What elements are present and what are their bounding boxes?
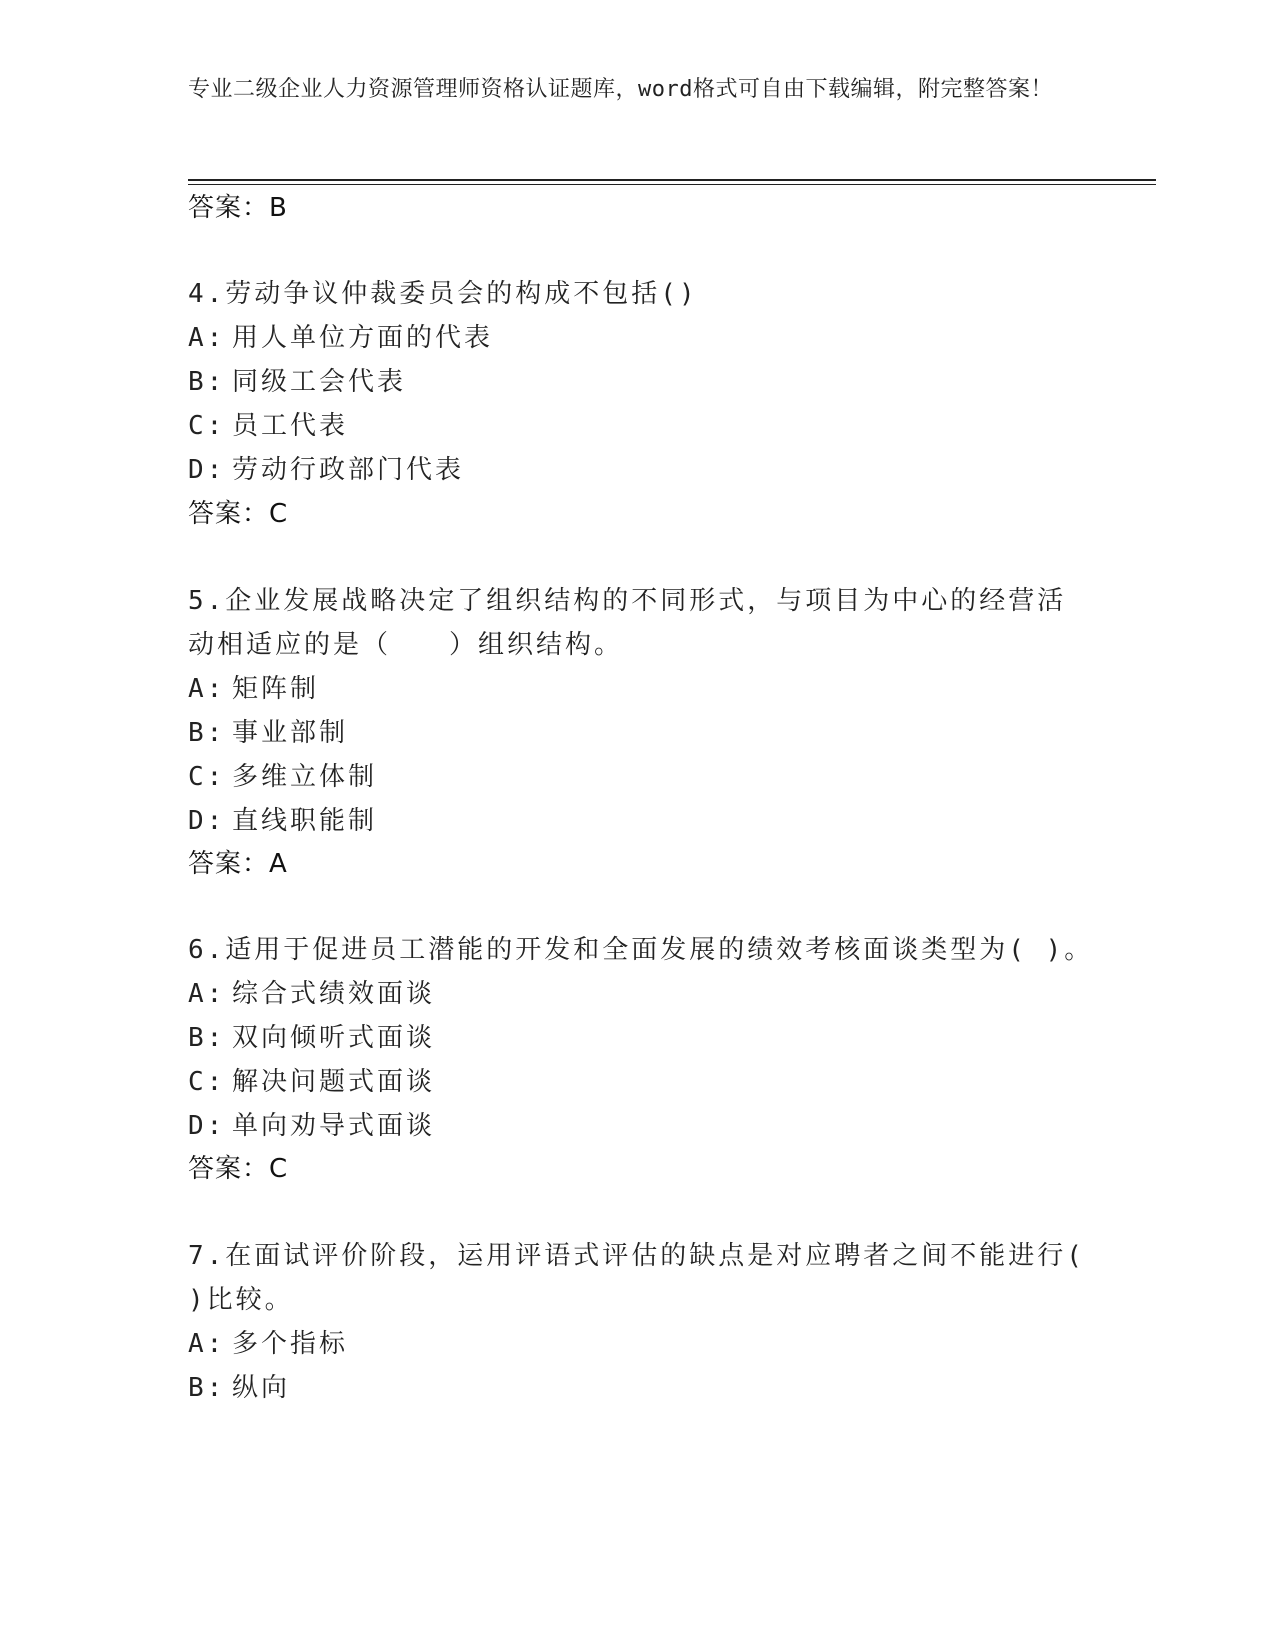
option-key: B: [188, 1023, 226, 1053]
question-4-stem: 4.劳动争议仲裁委员会的构成不包括() [188, 279, 698, 309]
option-key: A: [188, 323, 226, 353]
option-text: 纵向 [232, 1373, 291, 1403]
question-5-option-d [188, 803, 377, 839]
question-5-option-b [188, 715, 348, 751]
option-key: A: [188, 674, 226, 704]
question-6-option-b [188, 1020, 435, 1056]
answer-q4: 答案：C [188, 499, 289, 529]
option-key: B: [188, 367, 226, 397]
option-key: C: [188, 1067, 226, 1097]
question-4-option-b [188, 364, 406, 400]
question-7-option-a [188, 1326, 348, 1362]
option-key: D: [188, 455, 226, 485]
question-6-option-d [188, 1108, 435, 1144]
question-4-option-c [188, 408, 348, 444]
option-text: 单向劝导式面谈 [232, 1111, 436, 1141]
header-divider-thin [188, 184, 1156, 185]
option-text: 事业部制 [232, 718, 349, 748]
question-5-stem-line1: 5.企业发展战略决定了组织结构的不同形式，与项目为中心的经营活 [188, 586, 1067, 616]
question-7-option-b [188, 1370, 290, 1406]
header-divider-thick [188, 179, 1156, 181]
question-5-stem-line2: 动相适应的是（ ）组织结构。 [188, 630, 624, 660]
question-4-option-d [188, 452, 464, 488]
option-key: D: [188, 1111, 226, 1141]
option-key: B: [188, 718, 226, 748]
question-5-option-a [188, 671, 319, 707]
question-4-option-a [188, 320, 493, 356]
question-6-option-a [188, 976, 435, 1012]
option-text: 直线职能制 [232, 806, 378, 836]
document-header-text: 专业二级企业人力资源管理师资格认证题库，word格式可自由下载编辑，附完整答案！ [188, 77, 1053, 102]
option-key: D: [188, 806, 226, 836]
question-7-stem-line1: 7.在面试评价阶段，运用评语式评估的缺点是对应聘者之间不能进行( [188, 1241, 1085, 1271]
answer-q6: 答案：C [188, 1154, 289, 1184]
option-text: 多维立体制 [232, 762, 378, 792]
option-key: B: [188, 1373, 226, 1403]
question-6-stem: 6.适用于促进员工潜能的开发和全面发展的绩效考核面谈类型为( )。 [188, 935, 1094, 965]
question-7-stem-line2: )比较。 [188, 1285, 294, 1315]
option-key: A: [188, 1329, 226, 1359]
question-5-option-c [188, 759, 377, 795]
option-text: 综合式绩效面谈 [232, 979, 436, 1009]
question-6-option-c [188, 1064, 435, 1100]
option-text: 解决问题式面谈 [232, 1067, 436, 1097]
option-text: 同级工会代表 [232, 367, 407, 397]
option-text: 双向倾听式面谈 [232, 1023, 436, 1053]
option-text: 用人单位方面的代表 [232, 323, 494, 353]
answer-q3: 答案：B [188, 193, 288, 223]
answer-q5: 答案：A [188, 849, 288, 879]
option-text: 矩阵制 [232, 674, 320, 704]
option-text: 劳动行政部门代表 [232, 455, 465, 485]
option-text: 多个指标 [232, 1329, 349, 1359]
option-text: 员工代表 [232, 411, 349, 441]
option-key: C: [188, 762, 226, 792]
option-key: A: [188, 979, 226, 1009]
option-key: C: [188, 411, 226, 441]
